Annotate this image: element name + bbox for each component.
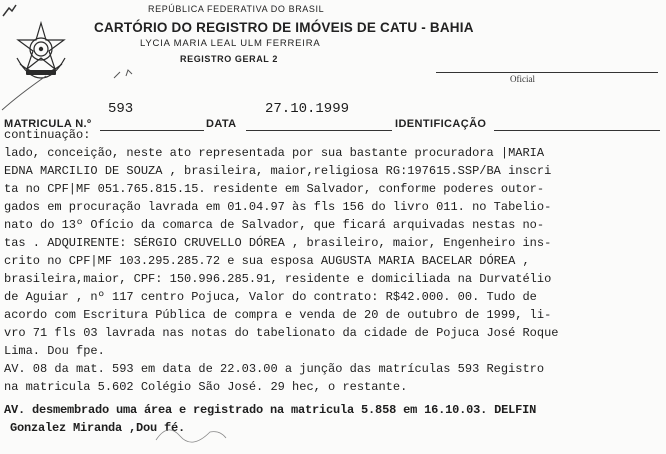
republic-heading: REPÚBLICA FEDERATIVA DO BRASIL — [148, 4, 325, 14]
text-line: acordo com Escritura Pública de compra e venda de 20 de outubro de 1999, li- — [4, 308, 552, 322]
pen-mark-small — [112, 66, 142, 82]
identification-label: IDENTIFICAÇÃO — [395, 118, 487, 130]
general-registry-number: REGISTRO GERAL 2 — [180, 54, 278, 64]
text-line: de Aguiar , nº 117 centro Pojuca, Valor do contrato: R$42.000. 00. Tudo de — [4, 290, 537, 304]
date-line — [246, 130, 392, 131]
text-line: lado, conceição, neste ato representada por sua bastante procuradora |MARIA — [4, 146, 545, 160]
text-line: gados em procuração lavrada em 01.04.97 às fls 156 do livro 011. no Tabelio- — [4, 200, 552, 214]
officer-signature-line — [436, 72, 658, 73]
text-line: na matricula 5.602 Colégio São José. 29 hec, o restante. — [4, 380, 408, 394]
pen-stroke-left — [0, 74, 50, 114]
text-line: nato do 13º Ofício da comarca de Salvador, que ficará arquivadas nestas no- — [4, 218, 545, 232]
text-line: vro 71 fls 03 lavrada nas notas do tabelionato da cidade de Pojuca José Roque — [4, 326, 559, 340]
text-line: tas . ADQUIRENTE: SÉRGIO CRUVELLO DÓREA , brasileiro, maior, Engenheiro ins- — [4, 236, 552, 250]
registry-office-title: CARTÓRIO DO REGISTRO DE IMÓVEIS DE CATU - BAHIA — [94, 20, 474, 35]
officer-label: Oficial — [510, 74, 535, 84]
text-line: brasileira,maior, CPF: 150.996.285.91, residente e domiciliada na Durvatélio — [4, 272, 552, 286]
signature-flourish — [150, 418, 230, 448]
text-line: AV. 08 da mat. 593 em data de 22.03.00 a junção das matrículas 593 Registro — [4, 362, 545, 376]
text-line: EDNA MARCILIO DE SOUZA , brasileira, maior,religiosa RG:197615.SSP/BA inscri — [4, 164, 552, 178]
text-line: AV. desmembrado uma área e registrado na matricula 5.858 em 16.10.03. DELFIN — [4, 403, 537, 417]
matricula-number: 593 — [108, 101, 134, 117]
pen-mark-top — [0, 2, 26, 22]
text-line: crito no CPF|MF 103.295.285.72 e sua esposa AUGUSTA MARIA BACELAR DÓREA , — [4, 254, 530, 268]
text-line: continuação: — [4, 128, 91, 142]
matricula-line — [100, 130, 204, 131]
matricula-label: MATRICULA N.º — [4, 118, 92, 130]
text-line: Lima. Dou fpe. — [4, 344, 105, 358]
officer-name: LYCIA MARIA LEAL ULM FERREIRA — [140, 38, 321, 49]
text-line: ta no CPF|MF 051.765.815.15. residente em Salvador, conforme poderes outor- — [4, 182, 545, 196]
date-value: 27.10.1999 — [265, 101, 350, 117]
identification-line — [494, 130, 660, 131]
text-line: Gonzalez Miranda ,Dou fé. — [10, 421, 186, 435]
date-label: DATA — [206, 118, 237, 130]
